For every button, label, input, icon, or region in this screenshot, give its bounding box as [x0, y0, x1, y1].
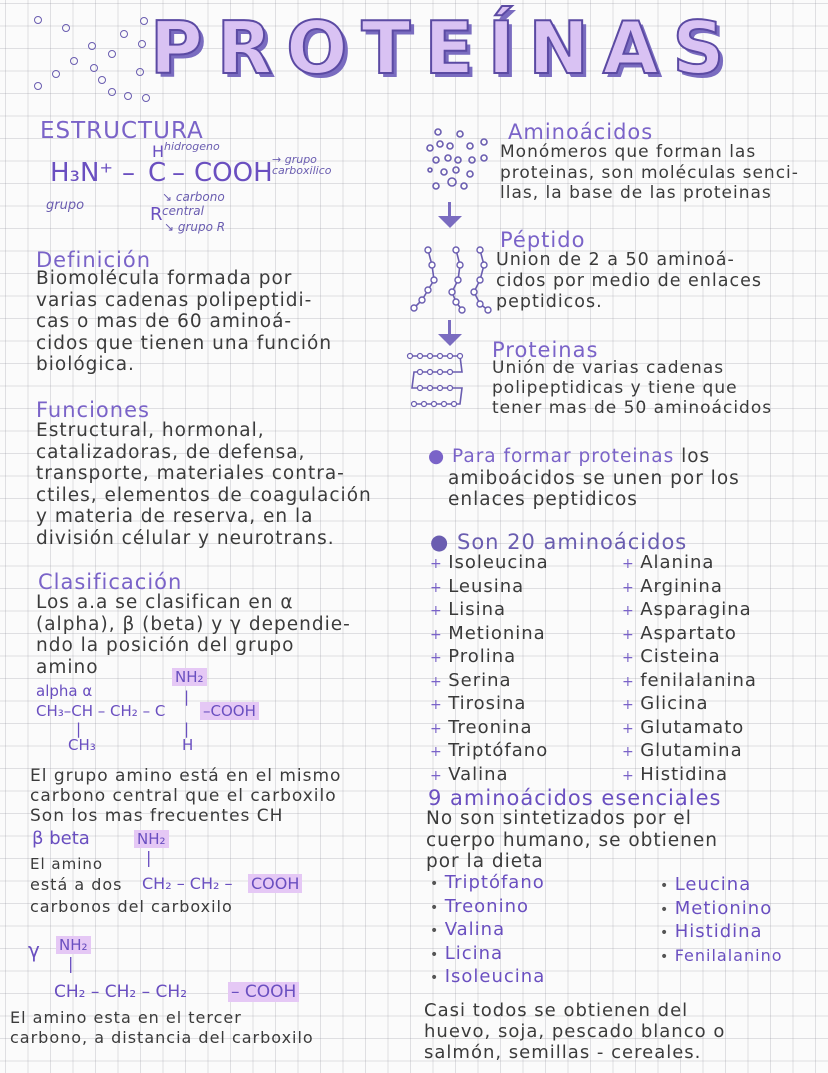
text-line: Monómeros que forman las [500, 142, 757, 162]
list-item: + Serina [430, 670, 620, 694]
text-line: Los a.a se clasifican en α [36, 592, 294, 613]
bullet-icon: ● [430, 530, 457, 554]
text-line: Casi todos se obtienen del [424, 1000, 689, 1021]
veinte-heading [430, 530, 687, 554]
list-item: + Aspartato [622, 623, 822, 647]
text-line: ctiles, elementos de coagulación [36, 484, 372, 506]
text-line: ndo la posición del grupo [36, 635, 295, 656]
text-line: carbono, a distancia del carboxilo [10, 1028, 314, 1047]
label-carbono-central: ↘ carbono central [162, 190, 225, 218]
text-line: huevo, soja, pescado blanco o [424, 1021, 726, 1042]
funciones-heading: Funciones [36, 398, 150, 422]
bullet-icon: ● [428, 446, 453, 467]
label-grupo: grupo [46, 198, 85, 213]
gamma-cooh: – COOH [228, 982, 299, 1002]
text-line: amino [36, 656, 99, 678]
text-line: amiboácidos se unen por los [448, 467, 740, 489]
beta-note1: El amino [30, 855, 104, 873]
gamma-note [10, 1008, 410, 1048]
text-line: transporte, materiales contra- [36, 463, 345, 484]
alpha-h: H [182, 736, 194, 754]
beta-nh2: NH₂ [134, 830, 169, 848]
list-item: • Histidina [660, 921, 828, 945]
gamma-formula [28, 934, 408, 1014]
beta-note2: está a dos [30, 875, 123, 894]
alpha-formula [36, 668, 396, 758]
estructura-heading: ESTRUCTURA [40, 118, 204, 144]
formula-carbon: C [148, 158, 167, 188]
esenciales-text [426, 808, 816, 873]
text-line: El amino esta en el tercer [10, 1008, 242, 1027]
funciones-text [36, 420, 396, 549]
text-line: enlaces peptidicos [448, 489, 638, 510]
esenciales-heading: 9 aminoácidos esenciales [428, 786, 722, 810]
list-item: + Glicina [622, 693, 822, 717]
aminoacidos-heading: Aminoácidos [508, 120, 654, 144]
structure-formula [44, 140, 374, 240]
formula-dash1: – [122, 158, 135, 188]
text-line: llas, la base de las proteinas [500, 183, 772, 203]
list-item: + Prolina [430, 646, 620, 670]
list-item: + Glutamina [622, 740, 822, 764]
formula-carboxyl: COOH [194, 158, 273, 188]
clasificacion-text [36, 592, 396, 678]
veinte-col2 [622, 552, 822, 787]
list-item: + Lisina [430, 599, 620, 623]
aminoacidos-text [500, 142, 820, 204]
beta-note3: carbonos del carboxilo [30, 897, 233, 916]
list-item: + Asparagina [622, 599, 822, 623]
list-item: • Isoleucina [430, 966, 630, 990]
veinte-heading-text: Son 20 aminoácidos [457, 530, 688, 554]
text-line: biológica. [36, 354, 135, 375]
peptido-text [496, 250, 816, 313]
formula-dash2: – [172, 158, 185, 188]
label-hidrogeno: hidrogeno [164, 140, 220, 153]
alpha-cooh: –COOH [200, 702, 259, 720]
label-grupo-carboxilico: → grupo carboxilico [272, 153, 332, 177]
text-line: cas o mas de 60 aminoá- [36, 311, 293, 332]
formula-h: H [152, 142, 165, 161]
label-grupo-r: ↘ grupo R [164, 220, 226, 234]
list-item: + Alanina [622, 552, 822, 576]
list-item: + Tirosina [430, 693, 620, 717]
esenciales-col1 [430, 872, 630, 990]
text-line: cidos que tienen una función [36, 332, 333, 354]
text-line: Son los mas frecuentes CH [30, 806, 284, 826]
text-line: cuerpo humano, se obtienen [426, 829, 719, 851]
alpha-chain: CH₃–CH – CH₂ – C [36, 702, 166, 720]
beta-label: β beta [32, 828, 90, 849]
text-line: varias cadenas polipeptidi- [36, 289, 313, 311]
beta-cooh: COOH [248, 874, 302, 893]
veinte-col1 [430, 552, 620, 787]
list-item: • Treonino [430, 896, 630, 920]
decorative-dots-icon [20, 12, 140, 92]
text-line: No son sintetizados por el [426, 808, 692, 829]
para-formar-text [428, 446, 818, 511]
alpha-bond: | [184, 688, 190, 706]
list-item: + Arginina [622, 576, 822, 600]
beta-chain: CH₂ – CH₂ – [142, 874, 233, 893]
list-item: • Leucina [660, 874, 828, 898]
text-line: carbono central que el carboxilo [30, 786, 337, 806]
alpha-bond2: | [76, 720, 82, 738]
list-item: + Triptófano [430, 740, 620, 764]
beta-formula [30, 828, 410, 918]
para-formar-lead: Para formar proteinas [452, 446, 675, 467]
clasificacion-heading: Clasificación [38, 570, 183, 594]
page-title: PROTEÍNAS [150, 6, 739, 90]
alpha-label: alpha α [36, 682, 93, 700]
text-line: Biomolécula formada por [36, 268, 293, 289]
text-line: polipeptidicas y tiene que [492, 378, 738, 398]
list-item: • Metionino [660, 898, 828, 922]
alpha-bond3: | [184, 720, 190, 738]
text-line: por la dieta [426, 851, 544, 872]
definicion-text [36, 268, 376, 376]
list-item: + fenilalanina [622, 670, 822, 694]
peptido-heading: Péptido [500, 228, 586, 252]
list-item: + Isoleucina [430, 552, 620, 576]
list-item: + Metionina [430, 623, 620, 647]
list-item: • Fenilalanino [660, 945, 828, 969]
alpha-ch3: CH₃ [68, 736, 96, 754]
list-item: + Histidina [622, 764, 822, 788]
gamma-bond: | [68, 954, 74, 973]
text-line: división célular y neurotrans. [36, 527, 335, 549]
text-line: proteinas, son moléculas senci- [500, 162, 799, 183]
text-line: tener mas de 50 aminoácidos [492, 398, 773, 418]
text-line: El grupo amino está en el mismo [30, 766, 342, 786]
text-line: peptidicos. [496, 292, 603, 312]
text-line: Unión de varias cadenas [492, 358, 725, 378]
formula-r: R [150, 204, 163, 225]
alpha-nh2: NH₂ [172, 668, 207, 686]
text-line: cidos por medio de enlaces [496, 271, 762, 291]
gamma-nh2: NH₂ [56, 936, 91, 954]
gamma-label: γ [28, 938, 40, 962]
proteinas-heading: Proteinas [492, 338, 599, 362]
list-item: + Valina [430, 764, 620, 788]
text-line: (alpha), β (beta) y γ dependie- [36, 613, 351, 635]
text-line: salmón, semillas - cereales. [424, 1042, 702, 1063]
list-item: + Leusina [430, 576, 620, 600]
definicion-heading: Definición [36, 248, 151, 272]
text-line [428, 446, 818, 468]
protein-formation-diagram-icon [400, 120, 500, 430]
gamma-chain: CH₂ – CH₂ – CH₂ [54, 982, 188, 1002]
fuentes-text [424, 1000, 824, 1063]
text-line: y materia de reserva, en la [36, 506, 314, 527]
list-item: • Triptófano [430, 872, 630, 896]
text-fragment: los [674, 446, 711, 467]
formula-amino: H₃N⁺ [50, 158, 114, 188]
alpha-note [30, 766, 410, 826]
text-line: Union de 2 a 50 aminoá- [496, 250, 735, 270]
proteinas-text [492, 358, 822, 418]
beta-bond: | [146, 848, 152, 867]
list-item: • Licina [430, 943, 630, 967]
list-item: + Treonina [430, 717, 620, 741]
list-item: + Glutamato [622, 717, 822, 741]
text-line: Estructural, hormonal, [36, 420, 265, 441]
esenciales-col2 [660, 874, 828, 968]
list-item: • Valina [430, 919, 630, 943]
list-item: + Cisteina [622, 646, 822, 670]
text-line: catalizadoras, de defensa, [36, 441, 306, 463]
